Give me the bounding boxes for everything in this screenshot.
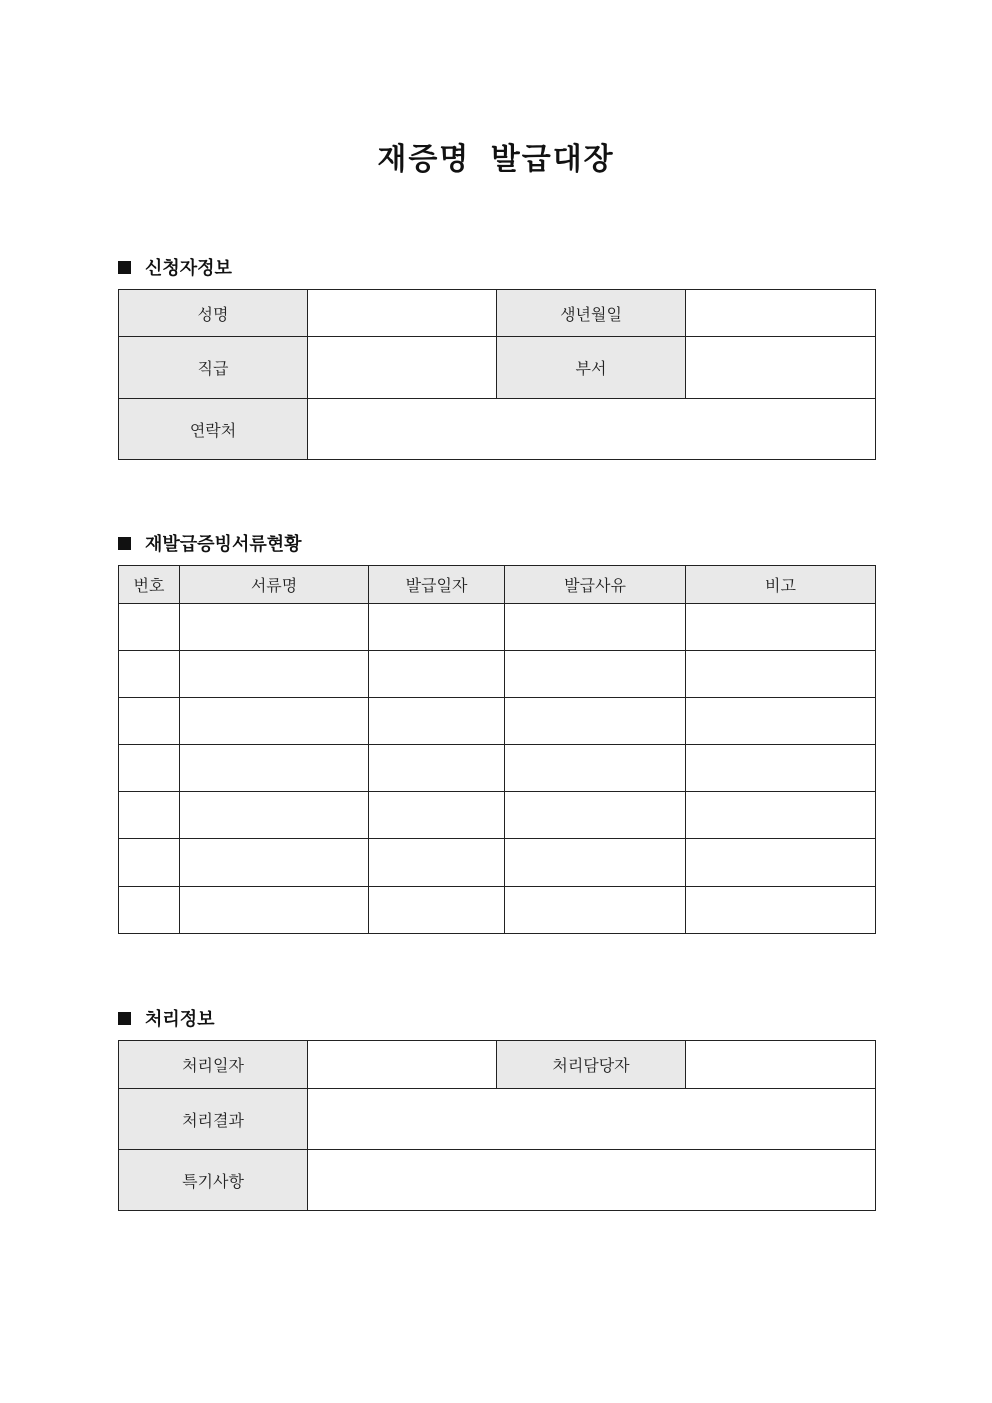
table-cell[interactable] [369, 839, 505, 887]
table-cell[interactable] [505, 792, 686, 839]
table-cell[interactable] [686, 839, 876, 887]
processing-table [118, 1040, 876, 1211]
handler-label: 처리담당자 [497, 1041, 686, 1089]
table-cell[interactable] [686, 792, 876, 839]
table-cell[interactable] [119, 745, 180, 792]
notes-label: 특기사항 [119, 1150, 308, 1211]
col-header-number: 번호 [119, 566, 180, 604]
col-header-doc-name: 서류명 [180, 566, 369, 604]
table-cell[interactable] [369, 651, 505, 698]
birth-label: 생년월일 [497, 290, 686, 337]
square-bullet-icon [118, 537, 131, 550]
table-cell[interactable] [369, 887, 505, 934]
contact-field[interactable] [308, 399, 876, 460]
birth-field[interactable] [686, 290, 876, 337]
contact-label: 연락처 [119, 399, 308, 460]
name-label: 성명 [119, 290, 308, 337]
table-cell[interactable] [369, 604, 505, 651]
result-label: 처리결과 [119, 1089, 308, 1150]
table-cell[interactable] [505, 604, 686, 651]
page-title: 재증명 발급대장 [377, 142, 615, 177]
table-row [119, 792, 876, 839]
table-row [119, 651, 876, 698]
position-label: 직급 [119, 337, 308, 399]
table-cell[interactable] [180, 698, 369, 745]
table-cell[interactable] [180, 887, 369, 934]
col-header-remarks: 비고 [686, 566, 876, 604]
table-row [119, 698, 876, 745]
table-cell[interactable] [180, 792, 369, 839]
square-bullet-icon [118, 1012, 131, 1025]
reissue-table [118, 565, 876, 934]
table-cell[interactable] [369, 792, 505, 839]
table-cell[interactable] [180, 604, 369, 651]
dept-field[interactable] [686, 337, 876, 399]
table-cell[interactable] [505, 745, 686, 792]
table-cell[interactable] [505, 839, 686, 887]
applicant-table [118, 289, 876, 460]
table-cell[interactable] [119, 698, 180, 745]
section-heading-text: 처리정보 [145, 1009, 215, 1030]
name-field[interactable] [308, 290, 497, 337]
process-date-label: 처리일자 [119, 1041, 308, 1089]
table-cell[interactable] [180, 651, 369, 698]
table-cell[interactable] [180, 839, 369, 887]
table-cell[interactable] [119, 651, 180, 698]
section-heading-text: 신청자정보 [145, 258, 232, 279]
process-date-field[interactable] [308, 1041, 497, 1089]
table-cell[interactable] [369, 745, 505, 792]
notes-field[interactable] [308, 1150, 876, 1211]
dept-label: 부서 [497, 337, 686, 399]
table-row [119, 839, 876, 887]
handler-field[interactable] [686, 1041, 876, 1089]
table-cell[interactable] [119, 839, 180, 887]
section-heading-processing [118, 1005, 215, 1031]
table-cell[interactable] [119, 792, 180, 839]
table-cell[interactable] [505, 698, 686, 745]
square-bullet-icon [118, 261, 131, 274]
table-cell[interactable] [119, 887, 180, 934]
result-field[interactable] [308, 1089, 876, 1150]
table-row [119, 604, 876, 651]
table-cell[interactable] [686, 698, 876, 745]
table-cell[interactable] [686, 651, 876, 698]
table-cell[interactable] [505, 887, 686, 934]
section-heading-text: 재발급증빙서류현황 [145, 534, 302, 555]
table-cell[interactable] [119, 604, 180, 651]
section-heading-reissue [118, 530, 302, 556]
table-cell[interactable] [686, 887, 876, 934]
table-row [119, 745, 876, 792]
col-header-issue-reason: 발급사유 [505, 566, 686, 604]
table-cell[interactable] [369, 698, 505, 745]
position-field[interactable] [308, 337, 497, 399]
table-row [119, 887, 876, 934]
table-cell[interactable] [686, 745, 876, 792]
table-cell[interactable] [686, 604, 876, 651]
table-cell[interactable] [180, 745, 369, 792]
col-header-issue-date: 발급일자 [369, 566, 505, 604]
table-cell[interactable] [505, 651, 686, 698]
section-heading-applicant [118, 254, 232, 280]
